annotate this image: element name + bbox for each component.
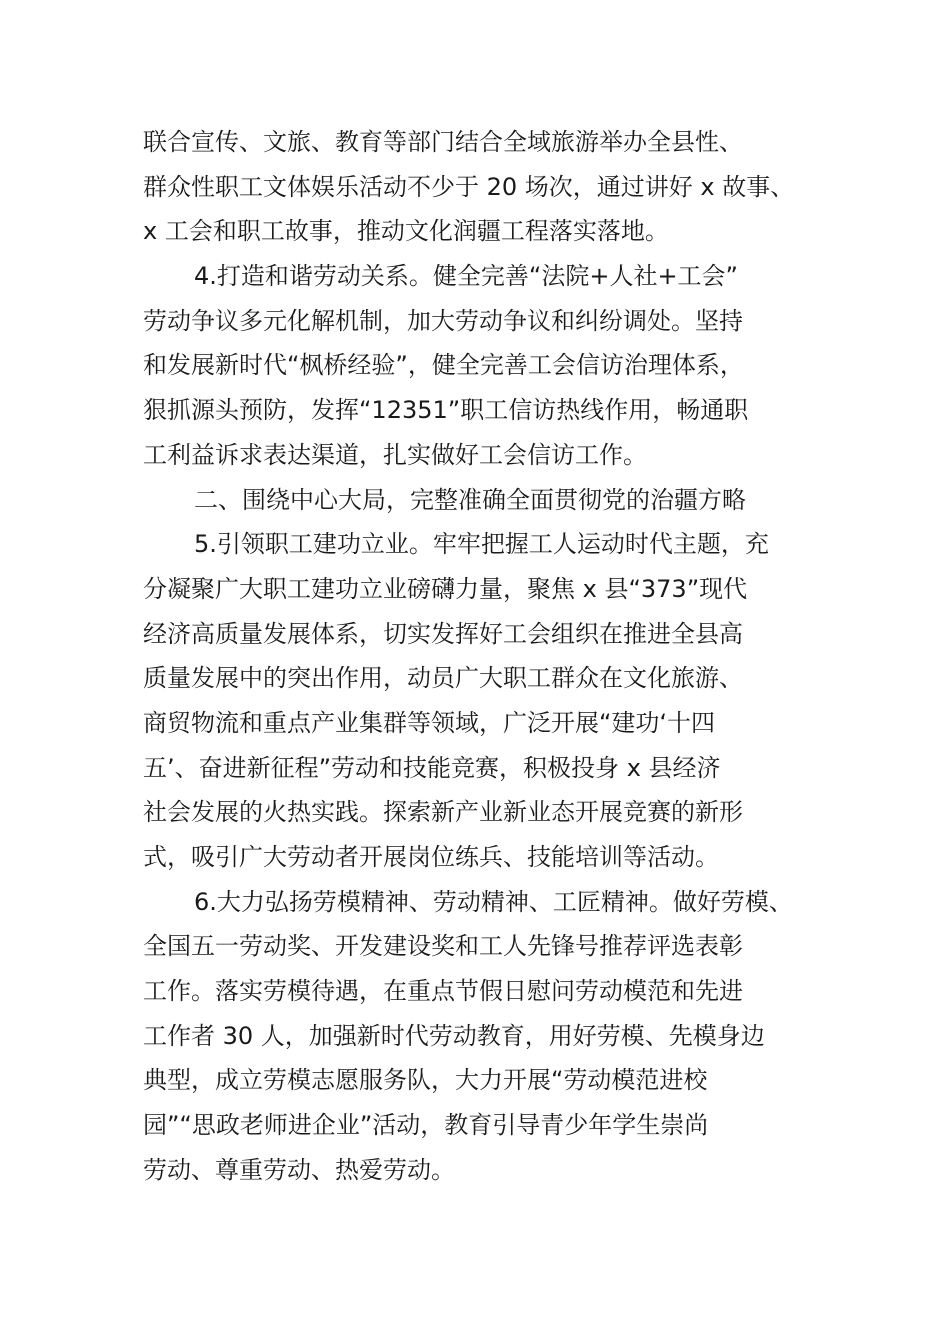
text-line: 质量发展中的突出作用，动员广大职工群众在文化旅游、 [143, 664, 743, 693]
text-line: 五’、奋进新征程”劳动和技能竞赛，积极投身 x 县经济 [143, 753, 721, 782]
paragraph-first-line: 6.大力弘扬劳模精神、劳动精神、工匠精神。做好劳模、 [194, 887, 793, 916]
paragraph-first-line: 5.引领职工建功立业。牢牢把握工人运动时代主题，充 [194, 530, 769, 559]
text-line: 工作。落实劳模待遇，在重点节假日慰问劳动模范和先进 [143, 977, 743, 1006]
text-line: 工利益诉求表达渠道，扎实做好工会信访工作。 [143, 440, 647, 469]
text-line: 全国五一劳动奖、开发建设奖和工人先锋号推荐评选表彰 [143, 932, 743, 961]
paragraph-first-line: 二、围绕中心大局，完整准确全面贯彻党的治疆方略 [194, 485, 746, 514]
text-line: 和发展新时代“枫桥经验”，健全完善工会信访治理体系， [143, 351, 744, 380]
text-line: 联合宣传、文旅、教育等部门结合全域旅游举办全县性、 [143, 128, 743, 156]
text-line: 商贸物流和重点产业集群等领域，广泛开展“建功‘十四 [143, 708, 716, 737]
text-line: 园”“思政老师进企业”活动，教育引导青少年学生崇尚 [143, 1111, 709, 1140]
text-line: 分凝聚广大职工建功立业磅礴力量，聚焦 x 县“373”现代 [143, 574, 748, 603]
text-line: 式，吸引广大劳动者开展岗位练兵、技能培训等活动。 [143, 843, 719, 871]
text-line: 社会发展的火热实践。探索新产业新业态开展竞赛的新形 [143, 798, 743, 827]
text-line: 典型，成立劳模志愿服务队，大力开展“劳动模范进校 [143, 1066, 708, 1095]
document-body [143, 120, 815, 1193]
text-line: 工作者 30 人，加强新时代劳动教育，用好劳模、先模身边 [143, 1021, 765, 1050]
text-line: 劳动争议多元化解机制，加大劳动争议和纠纷调处。坚持 [143, 306, 743, 335]
text-line: 狠抓源头预防，发挥“12351”职工信访热线作用，畅通职 [143, 396, 749, 425]
text-line: 经济高质量发展体系，切实发挥好工会组织在推进全县高 [143, 619, 743, 648]
paragraph-first-line: 4.打造和谐劳动关系。健全完善“法院+人社+工会” [194, 262, 738, 291]
text-line: x 工会和职工故事，推动文化润疆工程落实落地。 [143, 217, 669, 246]
text-line: 群众性职工文体娱乐活动不少于 20 场次，通过讲好 x 故事、 [143, 172, 795, 201]
text-line: 劳动、尊重劳动、热爱劳动。 [143, 1155, 455, 1184]
